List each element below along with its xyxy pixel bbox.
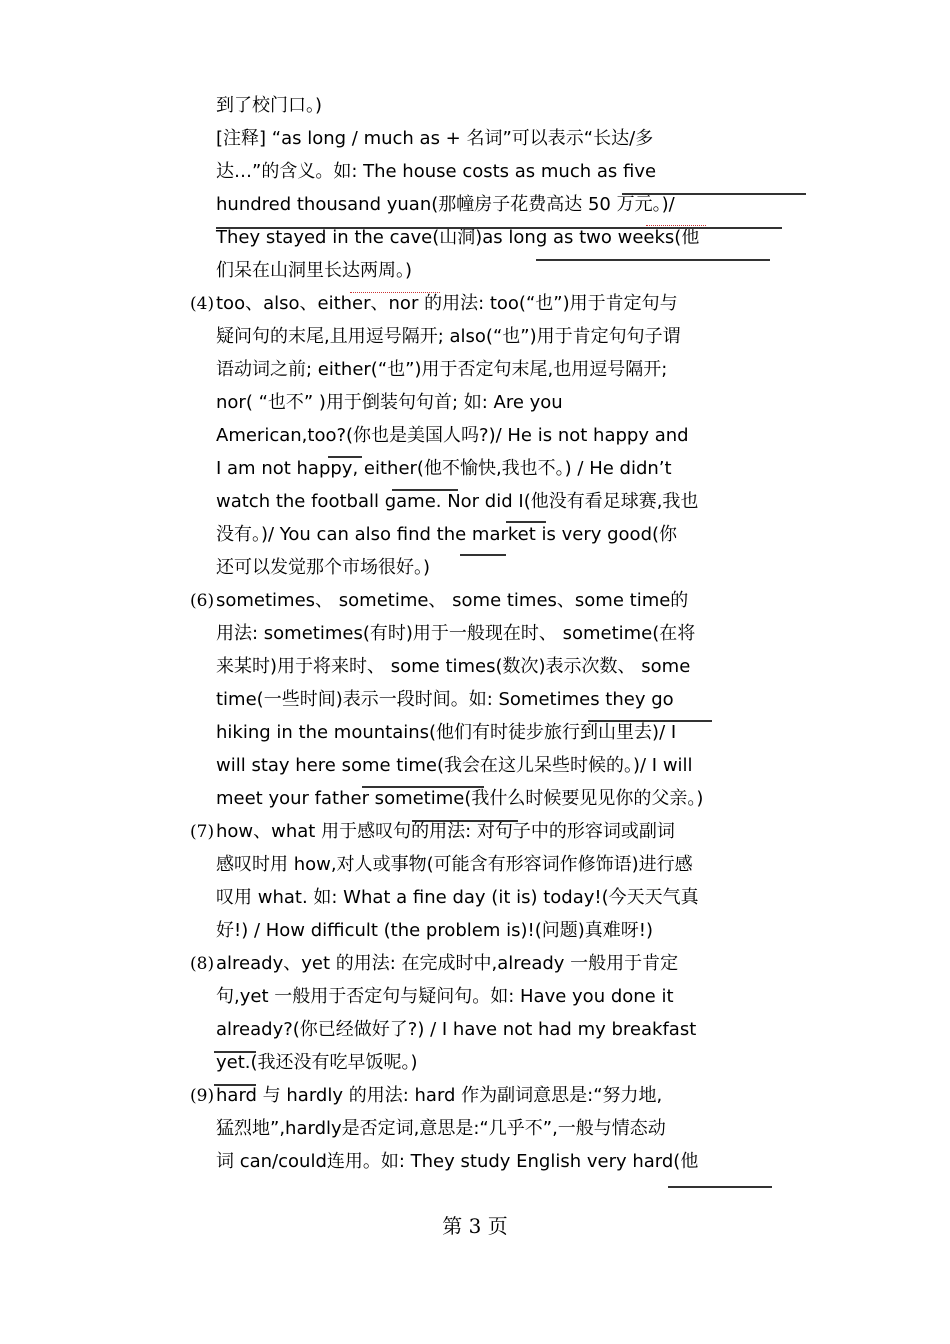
- text-line: [190, 352, 822, 385]
- underline-rule: [506, 521, 546, 523]
- line-text: hard 与 hardly 的用法: hard 作为副词意思是:“努力地,: [216, 1085, 663, 1106]
- line-text: 好!) / How difficult (the problem is)!(问题)真难呀!): [216, 920, 654, 941]
- text-line: [190, 385, 822, 418]
- text-line: [190, 253, 822, 286]
- text-line: [190, 913, 822, 946]
- line-text: too、also、either、nor 的用法: too(“也”)用于肯定句与: [216, 293, 678, 314]
- line-text: 猛烈地”,hardly是否定词,意思是:“几乎不”,一般与情态动: [216, 1118, 666, 1139]
- page-number: 第 3 页: [442, 1214, 508, 1238]
- line-text: They stayed in the cave(山洞)as long as two weeks(他: [216, 227, 700, 248]
- line-text: 还可以发觉那个市场很好。): [216, 557, 431, 578]
- line-text: how、what 用于感叹句的用法: 对句子中的形容词或副词: [216, 821, 675, 842]
- text-line: [190, 121, 822, 154]
- underline-rule: [668, 1186, 772, 1188]
- text-line: [190, 220, 822, 253]
- text-line: [190, 979, 822, 1012]
- underline-rule: [216, 227, 782, 229]
- text-line: [190, 319, 822, 352]
- item-number: (6): [190, 591, 215, 611]
- text-line: [190, 451, 822, 484]
- item-number: (9): [190, 1086, 215, 1106]
- page-content: [190, 88, 822, 1177]
- underline-rule: [328, 456, 362, 458]
- line-text: 感叹时用 how,对人或事物(可能含有形容词作修饰语)进行感: [216, 854, 693, 875]
- text-line: [190, 1078, 822, 1111]
- line-text: 词 can/could连用。如: They study English very hard(他: [216, 1151, 699, 1172]
- line-text: watch the football game. Nor did I(他没有看足球赛,我也: [216, 491, 699, 512]
- underline-rule: [362, 786, 484, 788]
- item-number: (4): [190, 294, 215, 314]
- text-line: [190, 946, 822, 979]
- line-text: will stay here some time(我会在这儿呆些时候的。)/ I will: [216, 755, 693, 776]
- dotted-underline: [646, 225, 706, 226]
- text-line: [190, 550, 822, 583]
- line-text: hiking in the mountains(他们有时徒步旅行到山里去)/ I: [216, 722, 677, 743]
- line-text: already、yet 的用法: 在完成时中,already 一般用于肯定: [216, 953, 679, 974]
- line-text: 叹用 what. 如: What a fine day (it is) today!(今天天气真: [216, 887, 699, 908]
- line-text: [注释] “as long / much as + 名词”可以表示“长达/多: [216, 128, 654, 149]
- line-text: 来某时)用于将来时、 some times(数次)表示次数、 some: [216, 656, 691, 677]
- line-text: meet your father sometime(我什么时候要见见你的父亲。): [216, 788, 704, 809]
- underline-rule: [622, 193, 806, 195]
- text-line: [190, 1045, 822, 1078]
- text-line: [190, 286, 822, 319]
- item-number: (7): [190, 822, 215, 842]
- line-text: 达…”的含义。如: The house costs as much as five: [216, 161, 657, 182]
- text-line: [190, 649, 822, 682]
- line-text: 句,yet 一般用于否定句与疑问句。如: Have you done it: [216, 986, 674, 1007]
- text-line: [190, 814, 822, 847]
- text-line: [190, 682, 822, 715]
- line-text: 用法: sometimes(有时)用于一般现在时、 sometime(在将: [216, 623, 696, 644]
- line-text: 语动词之前; either(“也”)用于否定句末尾,也用逗号隔开;: [216, 359, 668, 380]
- underline-rule: [588, 720, 712, 722]
- text-line: [190, 1012, 822, 1045]
- underline-rule: [214, 1051, 256, 1053]
- text-line: [190, 880, 822, 913]
- text-line: [190, 88, 822, 121]
- underline-rule: [536, 259, 770, 261]
- text-line: [190, 847, 822, 880]
- text-line: [190, 187, 822, 220]
- text-line: [190, 418, 822, 451]
- text-line: [190, 1144, 822, 1177]
- line-text: 到了校门口。): [216, 95, 323, 116]
- text-line: [190, 154, 822, 187]
- dotted-underline: [350, 292, 440, 293]
- text-line: [190, 715, 822, 748]
- underline-rule: [412, 820, 518, 822]
- text-line: [190, 616, 822, 649]
- line-text: 疑问句的末尾,且用逗号隔开; also(“也”)用于肯定句句子谓: [216, 326, 681, 347]
- line-text: already?(你已经做好了?) / I have not had my breakfast: [216, 1019, 697, 1040]
- line-text: American,too?(你也是美国人吗?)/ He is not happy and: [216, 425, 689, 446]
- text-line: [190, 583, 822, 616]
- line-text: time(一些时间)表示一段时间。如: Sometimes they go: [216, 689, 674, 710]
- underline-rule: [392, 489, 458, 491]
- line-text: I am not happy, either(他不愉快,我也不。) / He didn’t: [216, 458, 672, 479]
- line-text: 没有。)/ You can also find the market is very good(你: [216, 524, 678, 545]
- line-text: nor( “也不” )用于倒装句句首; 如: Are you: [216, 392, 563, 413]
- line-text: hundred thousand yuan(那幢房子花费高达 50 万元。)/: [216, 194, 675, 215]
- line-text: yet.(我还没有吃早饭呢。): [216, 1052, 418, 1073]
- text-line: [190, 1111, 822, 1144]
- text-line: [190, 781, 822, 814]
- line-text: sometimes、 sometime、 some times、some time的: [216, 590, 689, 611]
- line-text: 们呆在山洞里长达两周。): [216, 260, 413, 281]
- text-line: [190, 748, 822, 781]
- underline-rule: [460, 554, 506, 556]
- item-number: (8): [190, 954, 215, 974]
- underline-rule: [214, 1084, 256, 1086]
- text-line: [190, 484, 822, 517]
